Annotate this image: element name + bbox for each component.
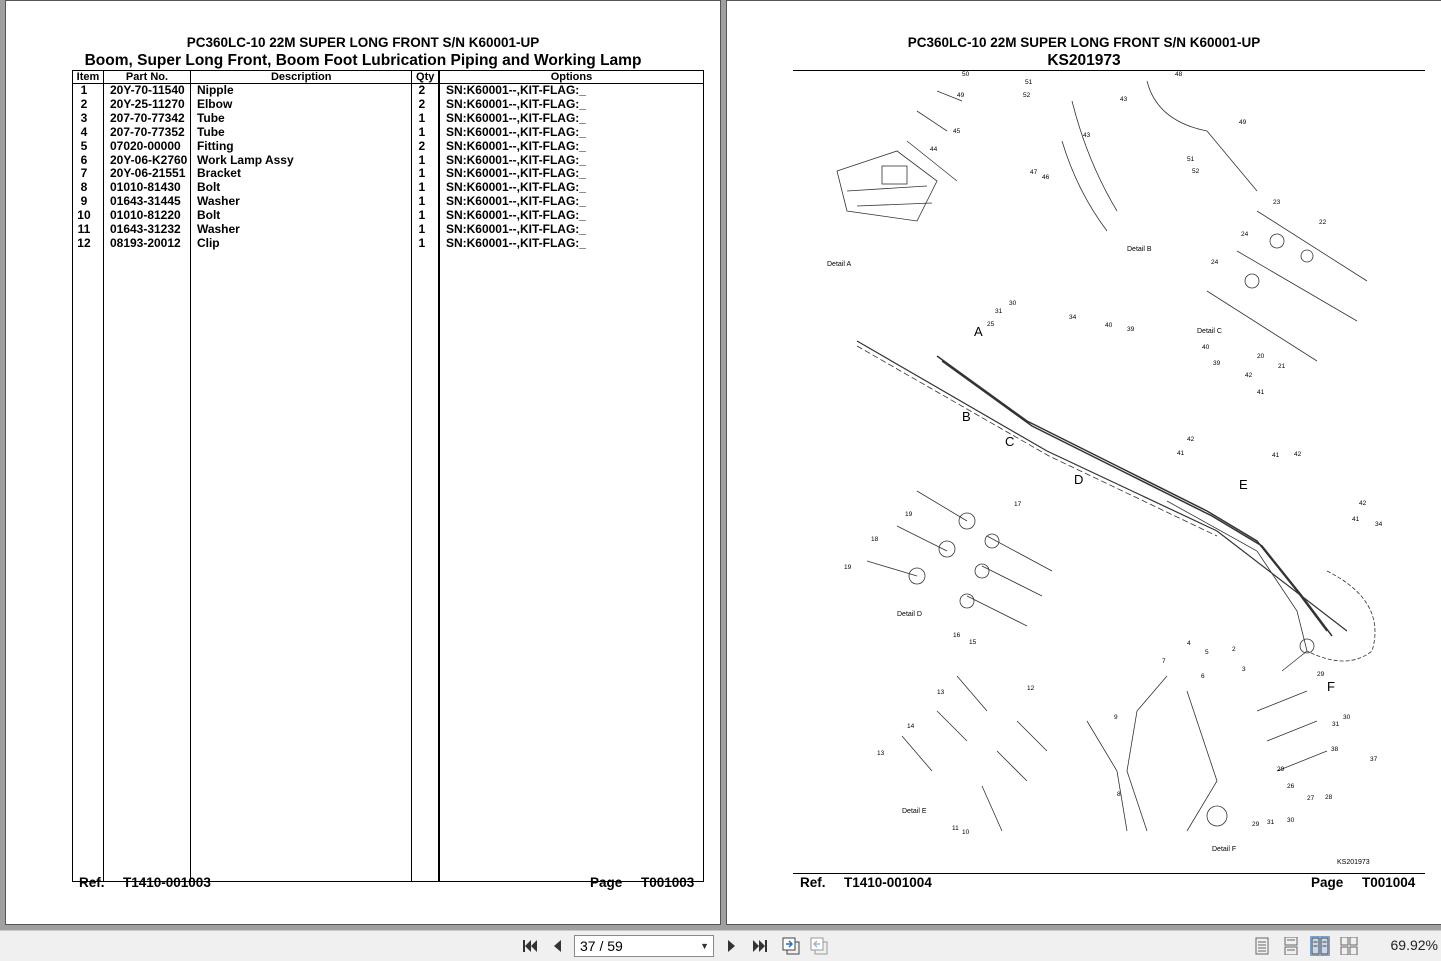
svg-text:20: 20	[1257, 353, 1265, 360]
cell-options: SN:K60001--,KIT-FLAG:_	[439, 84, 704, 98]
parts-table-header	[73, 71, 704, 84]
svg-text:29: 29	[1317, 671, 1325, 678]
svg-text:34: 34	[1375, 521, 1383, 528]
page-number-select[interactable]	[574, 935, 714, 957]
table-row	[73, 167, 704, 181]
svg-text:42: 42	[1359, 500, 1367, 507]
cell-qty: 1	[412, 126, 439, 140]
cell-item: 2	[73, 98, 104, 112]
cell-description: Nipple	[190, 84, 412, 98]
cell-options: SN:K60001--,KIT-FLAG:_	[439, 237, 704, 251]
svg-text:43: 43	[1083, 132, 1091, 139]
cell-item: 11	[73, 223, 104, 237]
last-page-icon[interactable]	[750, 936, 770, 956]
svg-text:9: 9	[1114, 714, 1118, 721]
cell-options: SN:K60001--,KIT-FLAG:_	[439, 209, 704, 223]
svg-text:41: 41	[1352, 516, 1360, 523]
cell-qty: 1	[412, 167, 439, 181]
cell-options: SN:K60001--,KIT-FLAG:_	[439, 154, 704, 168]
col-description: Description	[190, 71, 412, 84]
svg-text:51: 51	[1025, 79, 1033, 86]
svg-text:42: 42	[1294, 451, 1302, 458]
page-value: T001004	[1362, 875, 1416, 890]
cell-qty: 1	[412, 223, 439, 237]
svg-text:6: 6	[1201, 673, 1205, 680]
svg-text:13: 13	[877, 750, 885, 757]
first-page-icon[interactable]	[520, 936, 540, 956]
svg-text:2: 2	[1232, 646, 1236, 653]
cell-qty: 1	[412, 209, 439, 223]
footer-rule	[793, 873, 1425, 874]
table-row	[73, 209, 704, 223]
svg-text:26: 26	[1287, 783, 1295, 790]
svg-text:41: 41	[1177, 450, 1185, 457]
parts-table	[72, 70, 704, 882]
svg-text:5: 5	[1205, 649, 1209, 656]
cell-options: SN:K60001--,KIT-FLAG:_	[439, 167, 704, 181]
svg-text:3: 3	[1242, 666, 1246, 673]
cell-part-no: 07020-00000	[103, 140, 190, 154]
cell-item: 4	[73, 126, 104, 140]
svg-text:13: 13	[937, 689, 945, 696]
two-page-continuous-view-icon[interactable]	[1340, 937, 1358, 955]
cell-description: Work Lamp Assy	[190, 154, 412, 168]
cell-description: Tube	[190, 126, 412, 140]
boom-outline	[857, 341, 1347, 631]
cell-options: SN:K60001--,KIT-FLAG:_	[439, 126, 704, 140]
cell-part-no: 20Y-25-11270	[103, 98, 190, 112]
table-row	[73, 181, 704, 195]
table-row	[73, 126, 704, 140]
svg-text:31: 31	[995, 308, 1003, 315]
svg-text:31: 31	[1332, 721, 1340, 728]
svg-text:18: 18	[871, 536, 879, 543]
cell-qty: 2	[412, 140, 439, 154]
detail-a-label: Detail A	[827, 261, 852, 268]
svg-text:19: 19	[905, 511, 913, 518]
svg-text:30: 30	[1009, 300, 1017, 307]
svg-text:19: 19	[844, 564, 852, 571]
svg-text:23: 23	[1273, 199, 1281, 206]
cell-description: Bracket	[190, 167, 412, 181]
cell-part-no: 01010-81220	[103, 209, 190, 223]
cell-qty: 1	[412, 195, 439, 209]
cell-part-no: 20Y-70-11540	[103, 84, 190, 98]
cell-description: Tube	[190, 112, 412, 126]
prev-page-icon[interactable]	[548, 936, 566, 956]
cell-qty: 1	[412, 181, 439, 195]
svg-text:29: 29	[1252, 821, 1260, 828]
navigation-toolbar	[0, 930, 1441, 961]
table-row	[73, 98, 704, 112]
view-letter-b: B	[962, 409, 971, 424]
exploded-parts-diagram	[787, 71, 1427, 871]
svg-text:46: 46	[1042, 174, 1050, 181]
table-row	[73, 237, 704, 251]
next-page-icon[interactable]	[723, 936, 741, 956]
ref-label: Ref.	[79, 875, 105, 890]
cell-options: SN:K60001--,KIT-FLAG:_	[439, 112, 704, 126]
cell-item: 12	[73, 237, 104, 251]
svg-text:43: 43	[1120, 96, 1128, 103]
right-page	[726, 0, 1441, 925]
svg-text:30: 30	[1343, 714, 1351, 721]
page-number-value: 37 / 59	[580, 938, 623, 954]
view-letter-e: E	[1239, 477, 1248, 492]
go-back-icon[interactable]	[780, 936, 802, 956]
zoom-level[interactable]: 69.92%	[1390, 937, 1438, 953]
cell-part-no: 20Y-06-K2760	[103, 154, 190, 168]
single-page-view-icon[interactable]	[1253, 937, 1271, 955]
svg-text:49: 49	[957, 92, 965, 99]
table-row	[73, 112, 704, 126]
table-filler	[73, 251, 704, 882]
col-part-no: Part No.	[103, 71, 190, 84]
cell-item: 7	[73, 167, 104, 181]
svg-text:47: 47	[1030, 169, 1038, 176]
table-row	[73, 84, 704, 98]
svg-text:40: 40	[1202, 344, 1210, 351]
svg-text:41: 41	[1257, 389, 1265, 396]
col-qty: Qty	[412, 71, 439, 84]
detail-d-label: Detail D	[897, 611, 922, 618]
svg-text:31: 31	[1267, 819, 1275, 826]
drawing-number: KS201973	[1047, 52, 1121, 69]
cell-part-no: 01010-81430	[103, 181, 190, 195]
svg-text:16: 16	[953, 632, 961, 639]
svg-text:11: 11	[952, 825, 959, 832]
drawing-stamp: KS201973	[1337, 859, 1370, 866]
table-row	[73, 195, 704, 209]
cell-part-no: 207-70-77342	[103, 112, 190, 126]
view-letter-f: F	[1327, 679, 1335, 694]
cell-options: SN:K60001--,KIT-FLAG:_	[439, 181, 704, 195]
cell-qty: 2	[412, 84, 439, 98]
cell-qty: 1	[412, 154, 439, 168]
cell-item: 9	[73, 195, 104, 209]
cell-options: SN:K60001--,KIT-FLAG:_	[439, 140, 704, 154]
cell-options: SN:K60001--,KIT-FLAG:_	[439, 223, 704, 237]
svg-text:30: 30	[1287, 817, 1295, 824]
page-label: Page	[590, 875, 623, 890]
svg-text:14: 14	[907, 723, 915, 730]
svg-text:17: 17	[1014, 501, 1022, 508]
svg-text:41: 41	[1272, 452, 1280, 459]
detail-f-label: Detail F	[1212, 846, 1237, 853]
svg-text:28: 28	[1325, 794, 1333, 801]
continuous-view-icon[interactable]	[1282, 937, 1300, 955]
svg-text:52: 52	[1023, 92, 1031, 99]
cell-item: 5	[73, 140, 104, 154]
svg-text:34: 34	[1069, 314, 1077, 321]
cell-description: Washer	[190, 223, 412, 237]
model-title: PC360LC-10 22M SUPER LONG FRONT S/N K60001-UP	[186, 35, 540, 50]
model-title: PC360LC-10 22M SUPER LONG FRONT S/N K60001-UP	[907, 35, 1261, 50]
cell-part-no: 20Y-06-21551	[103, 167, 190, 181]
cell-qty: 1	[412, 237, 439, 251]
cell-item: 3	[73, 112, 104, 126]
svg-text:39: 39	[1127, 326, 1135, 333]
svg-text:48: 48	[1175, 71, 1183, 78]
table-row	[73, 154, 704, 168]
cell-item: 1	[73, 84, 104, 98]
svg-text:7: 7	[1162, 658, 1166, 665]
cell-description: Bolt	[190, 181, 412, 195]
cell-options: SN:K60001--,KIT-FLAG:_	[439, 195, 704, 209]
svg-text:45: 45	[953, 128, 961, 135]
svg-text:44: 44	[930, 146, 938, 153]
svg-text:10: 10	[962, 829, 970, 836]
svg-text:24: 24	[1241, 231, 1249, 238]
svg-text:29: 29	[1277, 766, 1285, 773]
cell-description: Washer	[190, 195, 412, 209]
view-letter-d: D	[1074, 472, 1084, 487]
ref-value: T1410-001003	[123, 875, 211, 890]
cell-qty: 2	[412, 98, 439, 112]
cell-description: Bolt	[190, 209, 412, 223]
cell-part-no: 01643-31445	[103, 195, 190, 209]
col-item: Item	[73, 71, 104, 84]
svg-text:40: 40	[1105, 322, 1113, 329]
cell-options: SN:K60001--,KIT-FLAG:_	[439, 98, 704, 112]
table-row	[73, 140, 704, 154]
detail-b-label: Detail B	[1127, 246, 1152, 253]
cell-description: Clip	[190, 237, 412, 251]
svg-text:52: 52	[1192, 168, 1200, 175]
cell-part-no: 08193-20012	[103, 237, 190, 251]
col-options: Options	[439, 71, 704, 84]
svg-text:15: 15	[969, 639, 977, 646]
svg-text:4: 4	[1187, 640, 1191, 647]
svg-text:51: 51	[1187, 156, 1195, 163]
svg-text:37: 37	[1370, 756, 1378, 763]
ref-label: Ref.	[800, 875, 826, 890]
view-letter-a: A	[974, 324, 983, 339]
page-label: Page	[1311, 875, 1344, 890]
chevron-down-icon: ▼	[700, 941, 709, 951]
svg-text:27: 27	[1307, 795, 1315, 802]
cell-part-no: 01643-31232	[103, 223, 190, 237]
detail-c-label: Detail C	[1197, 328, 1222, 335]
page-value: T001003	[641, 875, 695, 890]
svg-text:8: 8	[1117, 791, 1121, 798]
left-page	[5, 0, 721, 925]
svg-text:22: 22	[1319, 219, 1327, 226]
svg-text:49: 49	[1239, 119, 1247, 126]
section-title: Boom, Super Long Front, Boom Foot Lubrication Piping and Working Lamp	[84, 52, 642, 69]
view-letter-c: C	[1005, 434, 1015, 449]
cell-item: 10	[73, 209, 104, 223]
ref-value: T1410-001004	[844, 875, 932, 890]
two-page-view-icon[interactable]	[1311, 937, 1329, 955]
svg-text:12: 12	[1027, 685, 1035, 692]
svg-text:42: 42	[1245, 372, 1253, 379]
svg-text:50: 50	[962, 71, 970, 78]
cell-item: 8	[73, 181, 104, 195]
svg-text:25: 25	[987, 321, 995, 328]
cell-part-no: 207-70-77352	[103, 126, 190, 140]
cell-item: 6	[73, 154, 104, 168]
table-row	[73, 223, 704, 237]
go-forward-icon[interactable]	[808, 936, 830, 956]
svg-text:39: 39	[1213, 360, 1221, 367]
cell-description: Elbow	[190, 98, 412, 112]
svg-text:21: 21	[1278, 363, 1286, 370]
svg-text:38: 38	[1331, 746, 1339, 753]
svg-text:24: 24	[1211, 259, 1219, 266]
svg-text:42: 42	[1187, 436, 1195, 443]
detail-e-label: Detail E	[902, 808, 927, 815]
cell-description: Fitting	[190, 140, 412, 154]
cell-qty: 1	[412, 112, 439, 126]
